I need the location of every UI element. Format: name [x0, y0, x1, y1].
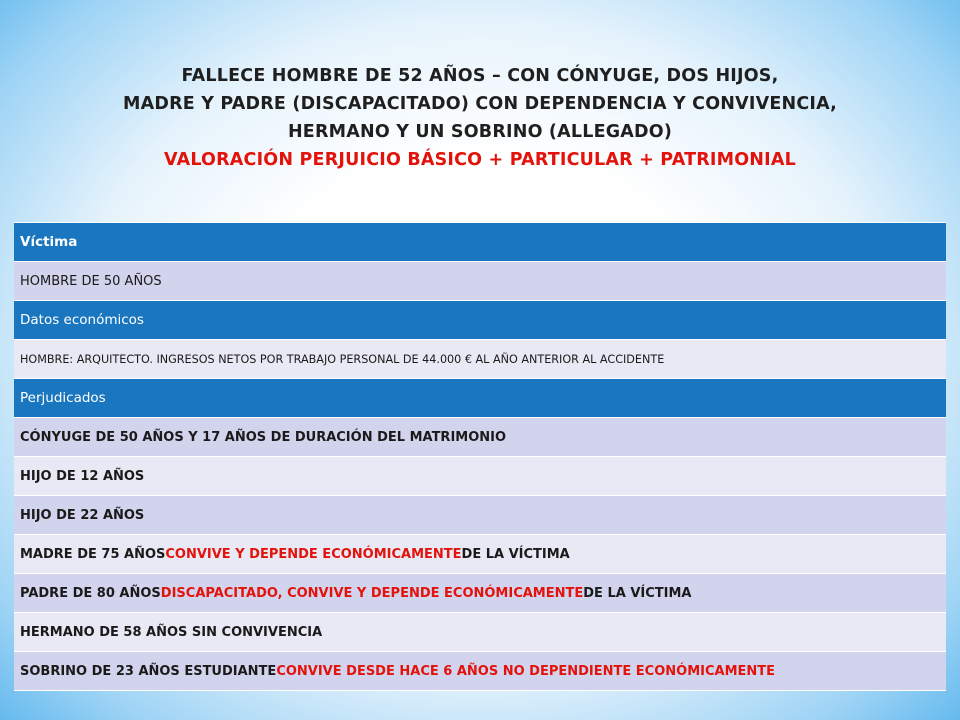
datos-economicos-value: HOMBRE: ARQUITECTO. INGRESOS NETOS POR TRABAJO PERSONAL DE 44.000 € AL AÑO ANTERIOR AL ACCIDENTE	[14, 340, 946, 379]
perjudicado-sobrino	[14, 652, 946, 691]
sobrino-highlight: CONVIVE DESDE HACE 6 AÑOS NO DEPENDIENTE ECONÓMICAMENTE	[276, 663, 776, 679]
title-line-valoracion: VALORACIÓN PERJUICIO BÁSICO + PARTICULAR + PATRIMONIAL	[164, 150, 796, 170]
title-line-3: HERMANO Y UN SOBRINO (ALLEGADO)	[287, 122, 673, 142]
perjudicado-hijo-22: HIJO DE 22 AÑOS	[14, 496, 946, 535]
perjudicado-conyuge: CÓNYUGE DE 50 AÑOS Y 17 AÑOS DE DURACIÓN DEL MATRIMONIO	[14, 418, 946, 457]
perjudicado-padre	[14, 574, 946, 613]
victima-value: HOMBRE DE 50 AÑOS	[14, 262, 946, 301]
perjudicado-madre	[14, 535, 946, 574]
madre-highlight: CONVIVE Y DEPENDE ECONÓMICAMENTE	[165, 546, 462, 562]
perjudicados-header: Perjudicados	[14, 379, 946, 418]
title-line-2: MADRE Y PADRE (DISCAPACITADO) CON DEPENDENCIA Y CONVIVENCIA,	[122, 94, 838, 114]
victima-header: Víctima	[14, 223, 946, 262]
perjudicado-hermano: HERMANO DE 58 AÑOS SIN CONVIVENCIA	[14, 613, 946, 652]
padre-text: PADRE DE 80 AÑOS	[20, 585, 161, 601]
slide-title	[20, 62, 940, 174]
title-line-1: FALLECE HOMBRE DE 52 AÑOS – CON CÓNYUGE, DOS HIJOS,	[181, 66, 779, 86]
datos-economicos-header: Datos económicos	[14, 301, 946, 340]
madre-text-end: DE LA VÍCTIMA	[461, 546, 570, 562]
madre-text: MADRE DE 75 AÑOS	[20, 546, 166, 562]
padre-highlight: DISCAPACITADO, CONVIVE Y DEPENDE ECONÓMICAMENTE	[160, 585, 584, 601]
perjudicado-hijo-12: HIJO DE 12 AÑOS	[14, 457, 946, 496]
case-table	[14, 222, 946, 691]
padre-text-end: DE LA VÍCTIMA	[583, 585, 692, 601]
sobrino-text: SOBRINO DE 23 AÑOS ESTUDIANTE	[20, 663, 277, 679]
